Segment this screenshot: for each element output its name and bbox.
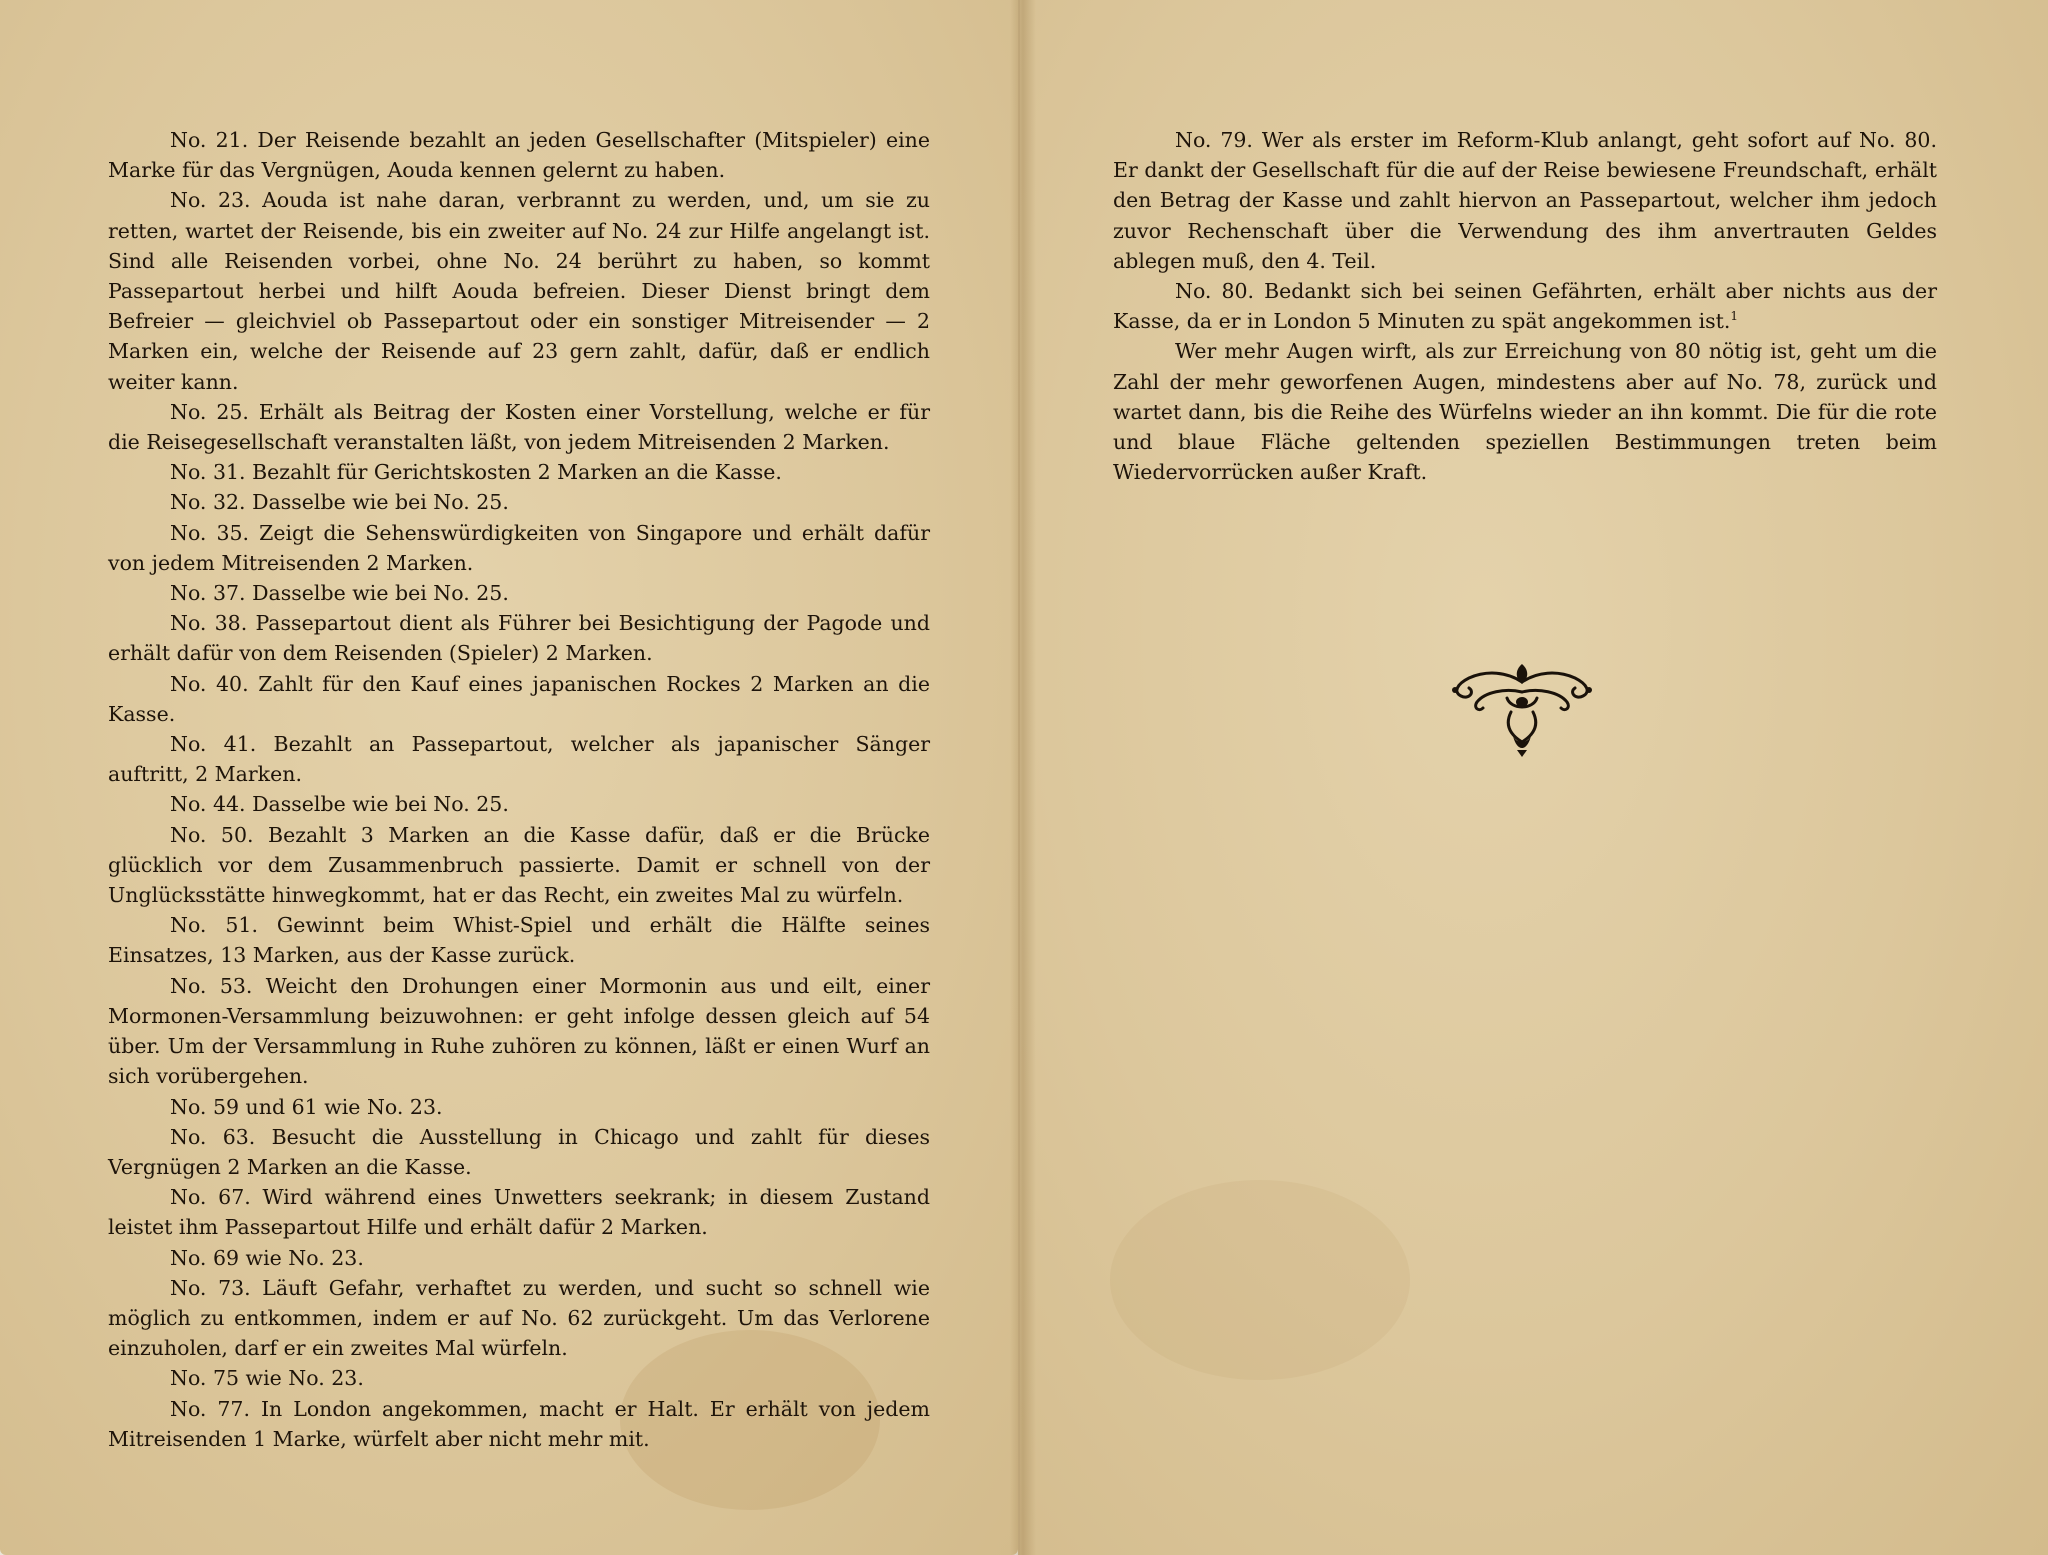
rule-paragraph: No. 32. Dasselbe wie bei No. 25.	[170, 490, 509, 515]
floral-vignette-icon	[1447, 662, 1597, 758]
left-text-column	[108, 125, 930, 1454]
rule-paragraph: No. 23. Aouda ist nahe daran, verbrannt zu werden, und, um sie zu retten, wartet der Reisende, bis ein zweiter auf No. 24 zur Hilfe angelangt ist. Sind alle Reisenden vorbei, ohne No. 24 berührt zu haben, so kommt Passepartout herbei und hilft Aouda befreien. Dieser Dienst bringt dem Befreier — gleichviel ob Passepartout oder ein sonstiger Mitreisender — 2 Marken ein, welche der Reisende auf 23 gern zahlt, dafür, daß er endlich weiter kann.	[108, 188, 930, 394]
rule-paragraph-text: No. 80. Bedankt sich bei seinen Gefährten, erhält aber nichts aus der Kasse, da er in London 5 Minuten zu spät angekommen ist.	[1113, 279, 1937, 334]
rule-paragraph: No. 21. Der Reisende bezahlt an jeden Gesellschafter (Mitspieler) eine Marke für das Vergnügen, Aouda kennen gelernt zu haben.	[108, 128, 930, 183]
rule-paragraph: No. 38. Passepartout dient als Führer bei Besichtigung der Pagode und erhält dafür von dem Reisenden (Spieler) 2 Marken.	[108, 611, 930, 666]
rule-paragraph: No. 63. Besucht die Ausstellung in Chicago und zahlt für dieses Vergnügen 2 Marken an die Kasse.	[108, 1124, 930, 1179]
rule-paragraph: No. 31. Bezahlt für Gerichtskosten 2 Marken an die Kasse.	[170, 460, 782, 485]
rule-paragraph: No. 75 wie No. 23.	[170, 1366, 364, 1391]
paper-stain	[1110, 1180, 1410, 1380]
rule-paragraph: No. 25. Erhält als Beitrag der Kosten einer Vorstellung, welche er für die Reisegesellschaft veranstalten läßt, von jedem Mitreisenden 2 Marken.	[108, 399, 930, 455]
rule-paragraph: No. 79. Wer als erster im Reform-Klub anlangt, geht sofort auf No. 80. Er dankt der Gesellschaft für die auf der Reise bewiesene Freundschaft, erhält den Betrag der Kasse und zahlt hiervon an Passepartout, welcher ihm jedoch zuvor Rechenschaft über die Verwendung des ihm anvertrauten Geldes ablegen muß, den 4. Teil.	[1113, 128, 1937, 273]
rule-paragraph: No. 35. Zeigt die Sehenswürdigkeiten von Singapore und erhält dafür von jedem Mitreisenden 2 Marken.	[108, 520, 930, 575]
rule-paragraph: No. 44. Dasselbe wie bei No. 25.	[170, 792, 509, 817]
rule-paragraph: No. 59 und 61 wie No. 23.	[170, 1094, 443, 1119]
rule-paragraph	[1113, 276, 1937, 336]
rule-paragraph: No. 37. Dasselbe wie bei No. 25.	[170, 581, 509, 606]
right-text-column	[1113, 125, 1937, 487]
rule-paragraph: No. 77. In London angekommen, macht er Halt. Er erhält von jedem Mitreisenden 1 Marke, würfelt aber nicht mehr mit.	[108, 1396, 930, 1451]
rule-paragraph: No. 50. Bezahlt 3 Marken an die Kasse dafür, daß er die Brücke glücklich vor dem Zusammenbruch passierte. Damit er schnell von der Unglücksstätte hinwegkommt, hat er das Recht, ein zweites Mal zu würfeln.	[108, 822, 930, 908]
rule-paragraph: No. 53. Weicht den Drohungen einer Mormonin aus und eilt, einer Mormonen-Versammlung beizuwohnen: er geht infolge dessen gleich auf 54 über. Um der Versammlung in Ruhe zuhören zu können, läßt er einen Wurf an sich vorübergehen.	[108, 973, 930, 1089]
rule-paragraph: No. 67. Wird während eines Unwetters seekrank; in diesem Zustand leistet ihm Passepartout Hilfe und erhält dafür 2 Marken.	[108, 1185, 930, 1240]
rule-paragraph: No. 73. Läuft Gefahr, verhaftet zu werden, und sucht so schnell wie möglich zu entkommen, indem er auf No. 62 zurückgeht. Um das Verlorene einzuholen, darf er ein zweites Mal würfeln.	[108, 1275, 930, 1361]
rule-paragraph: No. 41. Bezahlt an Passepartout, welcher als japanischer Sänger auftritt, 2 Marken.	[108, 732, 930, 787]
page-gutter	[1010, 0, 1036, 1555]
rule-paragraph: No. 69 wie No. 23.	[170, 1245, 364, 1270]
rule-paragraph: No. 51. Gewinnt beim Whist-Spiel und erhält die Hälfte seines Einsatzes, 13 Marken, aus der Kasse zurück.	[108, 913, 930, 968]
footnote-marker: 1	[1730, 309, 1739, 324]
rule-paragraph: Wer mehr Augen wirft, als zur Erreichung von 80 nötig ist, geht um die Zahl der mehr geworfenen Augen, mindestens aber auf No. 78, zurück und wartet dann, bis die Reihe des Würfelns wieder an ihn kommt. Die für die rote und blaue Fläche geltenden speziellen Bestimmungen treten beim Wiedervorrücken außer Kraft.	[1113, 339, 1937, 485]
rule-paragraph: No. 40. Zahlt für den Kauf eines japanischen Rockes 2 Marken an die Kasse.	[108, 671, 930, 726]
